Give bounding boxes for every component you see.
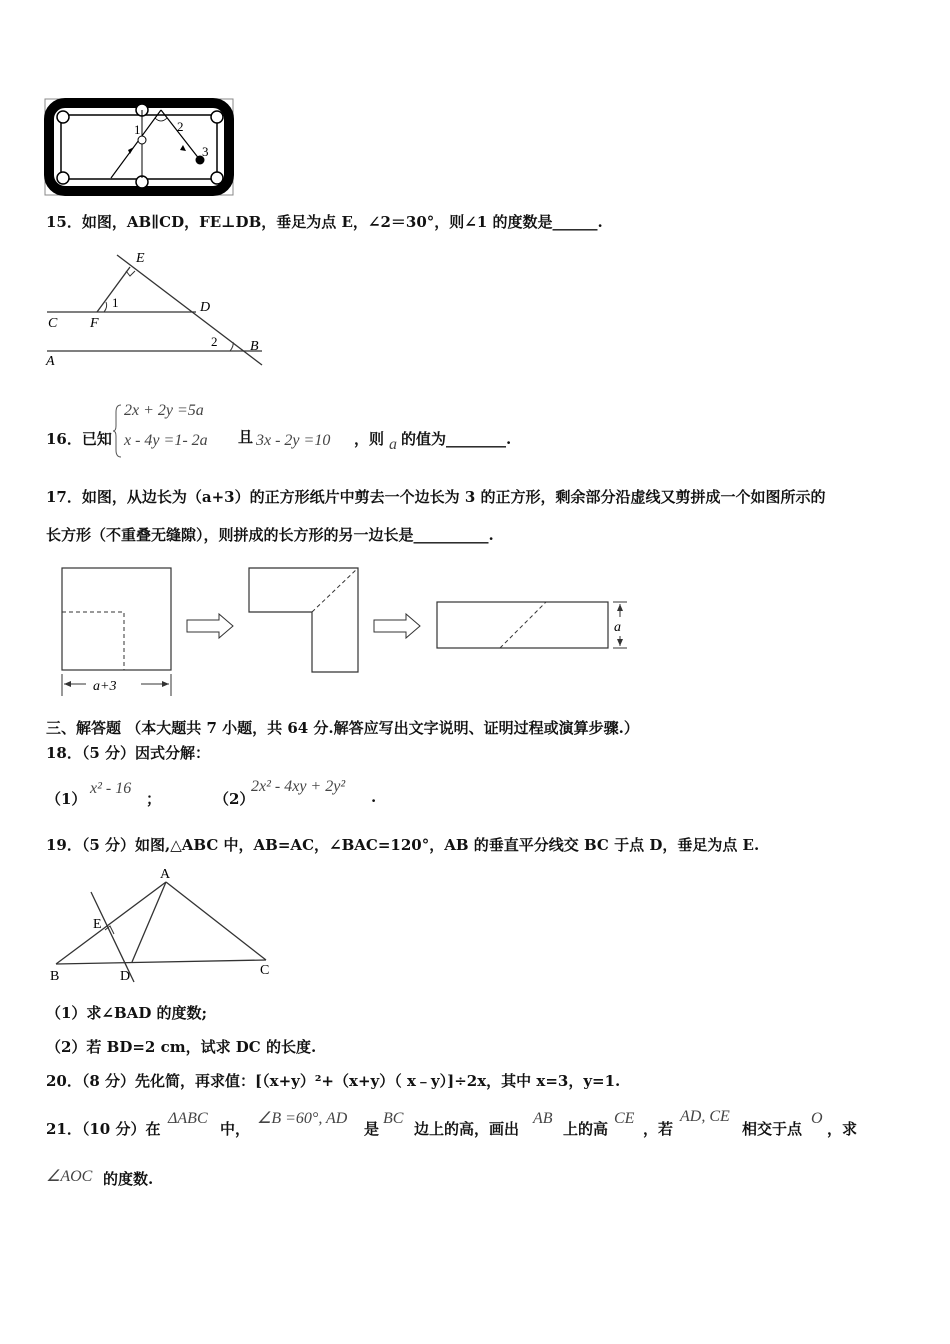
section-3-heading: 三、解答题 （本大题共 7 小题，共 64 分.解答应写出文字说明、证明过程或演算步骤.） xyxy=(46,719,639,737)
q18-part2-label: （2） xyxy=(214,790,255,808)
q21-is: 是 xyxy=(364,1120,380,1138)
question-17-line2: 长方形（不重叠无缝隙），则拼成的长方形的另一边长是__________. xyxy=(46,526,494,544)
question-16-prefix: 16．已知 xyxy=(46,430,112,448)
q16-equation-2: x - 4y =1- 2a xyxy=(124,432,208,449)
q16-system-brace xyxy=(113,404,123,458)
q15-figure xyxy=(44,245,269,370)
billiards-label-2: 2 xyxy=(177,119,184,134)
q19-label-D: D xyxy=(120,969,131,984)
q21-ad-ce: AD, CE xyxy=(680,1108,730,1125)
q21-text-1: 边上的高，画出 xyxy=(414,1120,520,1138)
q19-label-B: B xyxy=(50,969,60,984)
q16-suffix: 的值为________. xyxy=(401,430,512,448)
q15-label-E: E xyxy=(136,251,145,266)
q16-equation-1: 2x + 2y =5a xyxy=(124,402,204,419)
q21-text-4: 相交于点 xyxy=(742,1120,803,1138)
q21-o: O xyxy=(811,1110,823,1127)
q19-label-E: E xyxy=(93,917,102,932)
billiards-label-3: 3 xyxy=(202,144,209,159)
billiards-label-1: 1 xyxy=(134,122,141,137)
q16-and: 且 xyxy=(238,428,254,446)
q19-label-C: C xyxy=(260,963,270,978)
question-19-part2: （2）若 BD=2 cm，试求 DC 的长度. xyxy=(46,1038,317,1056)
q19-label-A: A xyxy=(160,867,171,882)
q16-then: ，则 xyxy=(354,430,385,448)
q19-figure xyxy=(44,864,279,986)
q17-figure xyxy=(56,562,646,702)
q15-label-A: A xyxy=(46,354,55,369)
q21-mid1: 中， xyxy=(220,1120,251,1138)
q21-bc: BC xyxy=(383,1110,404,1127)
question-19-text: 19．（5 分）如图,△ABC 中，AB=AC，∠BAC=120°，AB 的垂直平分线交 BC 于点 D，垂足为点 E. xyxy=(46,836,760,854)
q18-part2-expression: 2x² - 4xy + 2y² xyxy=(251,778,346,795)
q21-number: 21．（10 分）在 xyxy=(46,1120,161,1138)
q17-side-label: a+3 xyxy=(93,679,117,694)
q17-height-label: a xyxy=(614,620,621,635)
q15-label-2: 2 xyxy=(211,334,218,349)
q15-label-B: B xyxy=(250,339,259,354)
q21-triangle: ΔABC xyxy=(168,1110,208,1127)
q21-text-3: ，若 xyxy=(643,1120,674,1138)
q21-ab: AB xyxy=(533,1110,553,1127)
q18-part1-label: （1） xyxy=(46,790,87,808)
q21-condition: ∠B =60°, AD xyxy=(257,1110,348,1127)
q15-label-F: F xyxy=(90,316,99,331)
q15-label-1: 1 xyxy=(112,295,119,310)
q16-equation-3: 3x - 2y =10 xyxy=(256,432,331,449)
q18-part1-expression: x² - 16 xyxy=(90,780,132,797)
q18-part1-end: ； xyxy=(146,790,162,808)
q15-label-D: D xyxy=(200,300,211,315)
question-18-title: 18．（5 分）因式分解： xyxy=(46,744,211,762)
question-17-line1: 17．如图，从边长为（a+3）的正方形纸片中剪去一个边长为 3 的正方形，剩余部分沿虚线又剪拼成一个如图所示的 xyxy=(46,488,826,506)
q18-part2-end: . xyxy=(371,788,377,806)
question-15-text: 15．如图，AB∥CD，FE⊥DB，垂足为点 E，∠2＝30°，则∠1 的度数是______. xyxy=(46,213,603,231)
question-20-text: 20．（8 分）先化简，再求值：[（x+y）²+（x+y）（ x﹣y）]÷2x，其中 x=3，y=1. xyxy=(46,1072,621,1090)
q21-angle-aoc: ∠AOC xyxy=(46,1168,93,1185)
q21-text-5: ，求 xyxy=(827,1120,858,1138)
q21-text-2: 上的高 xyxy=(563,1120,609,1138)
q21-ce: CE xyxy=(614,1110,635,1127)
question-19-part1: （1）求∠BAD 的度数; xyxy=(46,1004,208,1022)
billiards-figure xyxy=(44,98,234,196)
q16-var-a: a xyxy=(389,436,397,453)
q15-label-C: C xyxy=(48,316,58,331)
q21-text-6: 的度数. xyxy=(103,1170,154,1188)
